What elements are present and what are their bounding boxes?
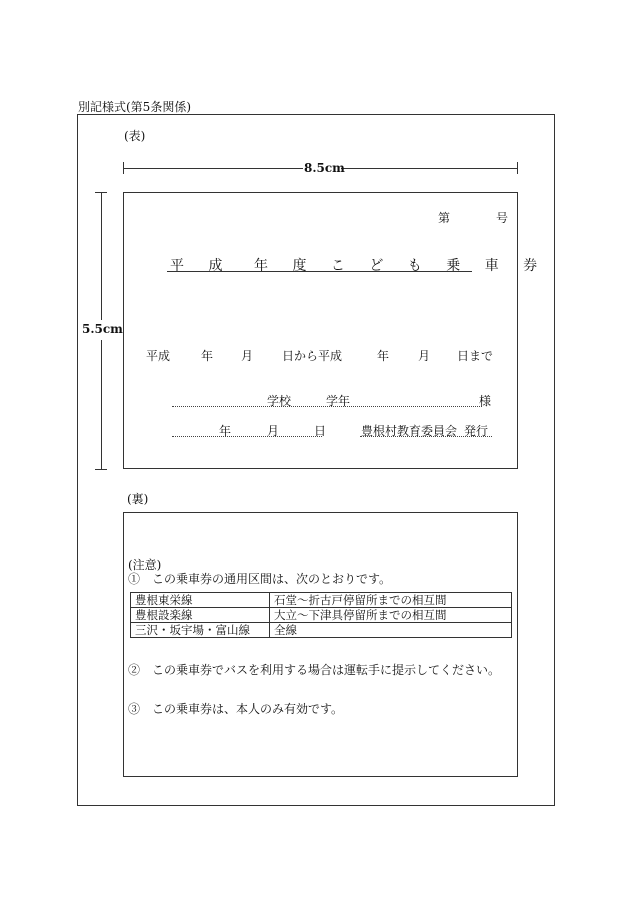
issuer-name: 豊根村教育委員会 bbox=[361, 424, 458, 438]
period-era: 平成 bbox=[146, 349, 171, 363]
school-label: 学校 bbox=[267, 394, 292, 408]
number-suffix: 号 bbox=[496, 211, 509, 225]
route-line: 豊根東栄線 bbox=[131, 593, 270, 608]
front-label: (表) bbox=[124, 129, 146, 143]
route-line: 豊根設楽線 bbox=[131, 608, 270, 623]
period-year-until: 年 bbox=[377, 349, 390, 363]
period-month-until: 月 bbox=[418, 349, 431, 363]
back-label: (裏) bbox=[127, 492, 149, 506]
routes-table bbox=[130, 592, 512, 638]
grade-label: 学年 bbox=[326, 394, 351, 408]
route-section: 全線 bbox=[270, 623, 512, 638]
honorific-label: 様 bbox=[479, 394, 492, 408]
issue-year: 年 bbox=[219, 424, 232, 438]
notes-heading: (注意) bbox=[128, 558, 162, 572]
issue-date-dots bbox=[172, 436, 322, 437]
issue-day: 日 bbox=[314, 424, 327, 438]
title-text: 年 度 こ ど も 乗 車 券 bbox=[254, 258, 548, 274]
form-caption: 別記様式(第5条関係) bbox=[78, 100, 191, 114]
width-dimension-label: 8.5cm bbox=[304, 161, 345, 175]
note-3: ③ この乗車券は、本人のみ有効です。 bbox=[128, 702, 344, 716]
title-era: 平 成 bbox=[170, 258, 233, 274]
table-row bbox=[131, 608, 512, 623]
route-line: 三沢・坂宇場・富山線 bbox=[131, 623, 270, 638]
issued-label: 発行 bbox=[464, 424, 489, 438]
note-2: ② この乗車券でバスを利用する場合は運転手に提示してください。 bbox=[128, 663, 501, 677]
height-dimension-label: 5.5cm bbox=[82, 322, 123, 336]
period-month-from: 月 bbox=[241, 349, 254, 363]
height-dimension-top-line bbox=[101, 192, 102, 320]
route-section: 大立～下津具停留所までの相互間 bbox=[270, 608, 512, 623]
table-row bbox=[131, 623, 512, 638]
period-year-from: 年 bbox=[201, 349, 214, 363]
issue-month: 月 bbox=[267, 424, 280, 438]
ticket-back bbox=[123, 512, 518, 777]
number-label: 第 bbox=[438, 211, 451, 225]
period-day-from: 日から平成 bbox=[282, 349, 343, 363]
title-underline bbox=[167, 271, 472, 272]
route-section: 石堂～折古戸停留所までの相互間 bbox=[270, 593, 512, 608]
note-1: ① この乗車券の通用区間は、次のとおりです。 bbox=[128, 572, 392, 586]
width-dimension-right-line bbox=[341, 168, 518, 169]
width-dimension-left-line bbox=[123, 168, 303, 169]
table-row bbox=[131, 593, 512, 608]
period-day-until: 日まで bbox=[457, 349, 494, 363]
height-dimension-bottom-line bbox=[101, 340, 102, 469]
height-dimension-bottom-tick bbox=[95, 469, 107, 470]
